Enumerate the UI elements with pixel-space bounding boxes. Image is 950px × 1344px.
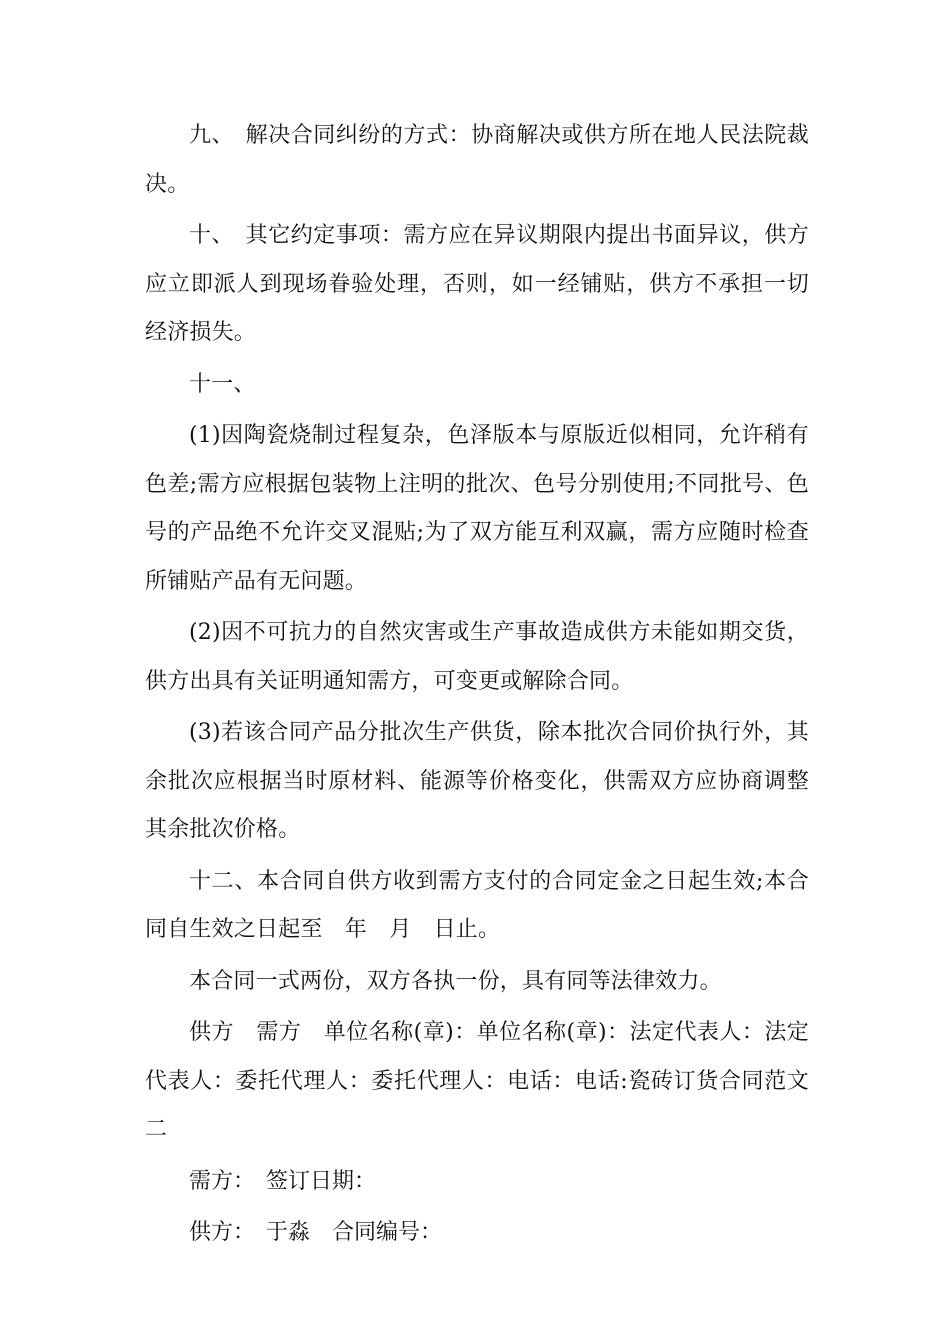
copies-statement: 本合同一式两份，双方各执一份，具有同等法律效力。 — [189, 968, 722, 994]
document-page — [145, 112, 809, 1261]
buyer-sign-date-line: 需方： 签订日期： — [189, 1168, 377, 1194]
clause-11-item-1: (1)因陶瓷烧制过程复杂，色泽版本与原版近似相同，允许稍有色差;需方应根据包装物上注明的批次、色号分别使用;不同批号、色号的产品绝不允许交叉混贴;为了双方能互利双赢，需方应随时检查所铺贴产品有无问题。 — [145, 423, 809, 594]
clause-12: 十二、本合同自供方收到需方支付的合同定金之日起生效;本合同自生效之日起至 年 月 日止。 — [145, 868, 809, 942]
clause-11-item-2: (2)因不可抗力的自然灾害或生产事故造成供方未能如期交货，供方出具有关证明通知需方，可变更或解除合同。 — [145, 620, 809, 694]
clause-11-heading: 十一、 — [189, 371, 256, 397]
clause-10: 十、 其它约定事项：需方应在异议期限内提出书面异议，供方应立即派人到现场眷验处理，否则，如一经铺贴，供方不承担一切经济损失。 — [145, 223, 809, 345]
signature-block: 供方 需方 单位名称(章)：单位名称(章)：法定代表人：法定代表人：委托代理人：委托代理人：电话：电话:瓷砖订货合同范文二 — [145, 1020, 809, 1142]
clause-9: 九、 解决合同纠纷的方式：协商解决或供方所在地人民法院裁决。 — [145, 123, 809, 197]
clause-11-item-3: (3)若该合同产品分批次生产供货，除本批次合同价执行外，其余批次应根据当时原材料、能源等价格变化，供需双方应协商调整其余批次价格。 — [145, 720, 809, 842]
supplier-contract-number-line: 供方： 于淼 合同编号： — [189, 1220, 443, 1245]
